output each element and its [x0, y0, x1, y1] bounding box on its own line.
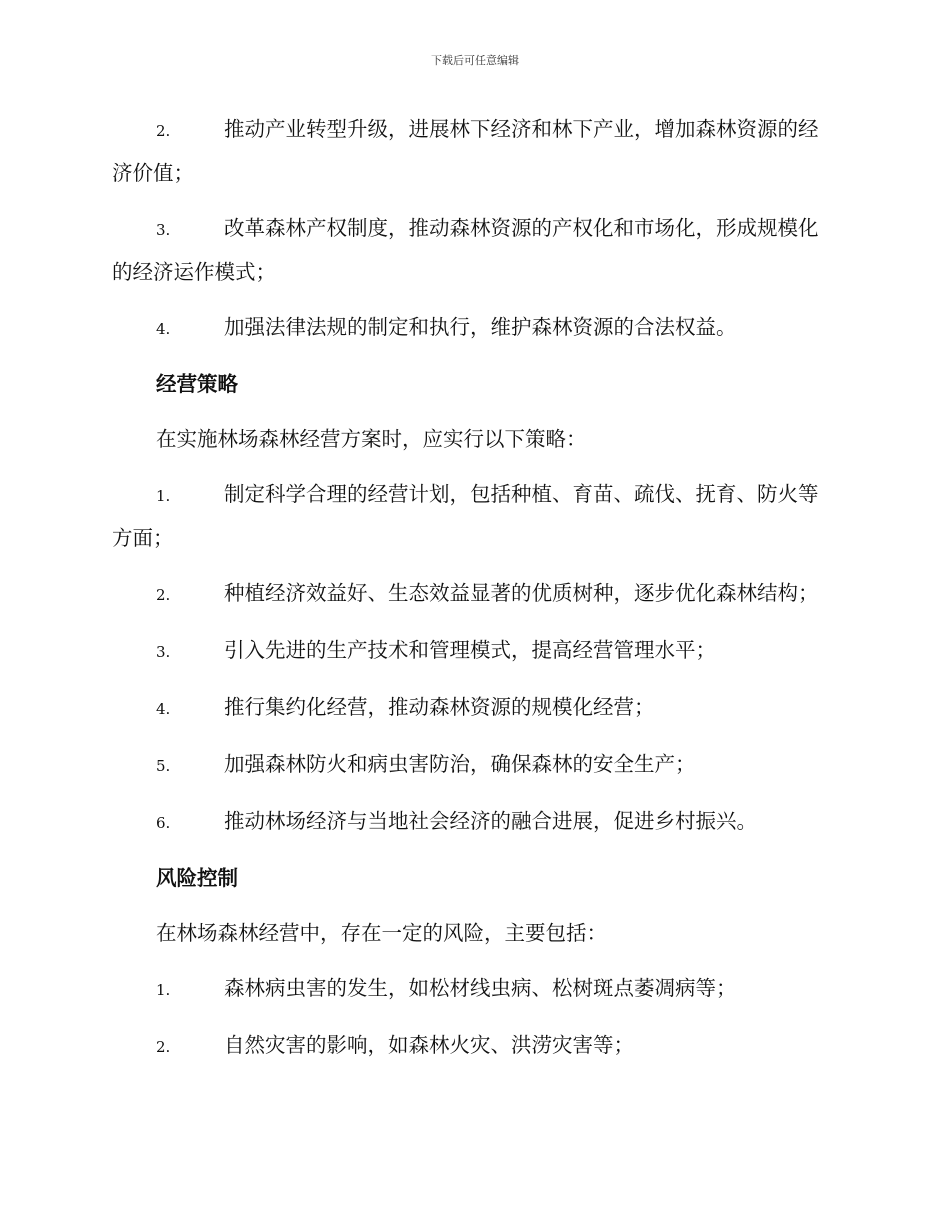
list-item — [112, 629, 834, 673]
list-item — [112, 686, 834, 730]
list-item — [112, 967, 834, 1011]
list-number: 3. — [156, 643, 171, 661]
list-text: 加强森林防火和病虫害防治，确保森林的安全生产； — [224, 752, 696, 776]
list-text: 种植经济效益好、生态效益显著的优质树种，逐步优化森林结构； — [224, 581, 819, 605]
list-text: 加强法律法规的制定和执行，维护森林资源的合法权益。 — [224, 315, 737, 339]
list-number: 2. — [156, 1038, 171, 1056]
list-number: 5. — [156, 757, 171, 775]
list-text: 推行集约化经营，推动森林资源的规模化经营； — [224, 695, 655, 719]
strategy-intro: 在实施林场森林经营方案时，应实行以下策略： — [156, 427, 587, 451]
document-body — [112, 108, 834, 1081]
list-text: 推动产业转型升级，进展林下经济和林下产业，增加森林资源的经济价值； — [112, 117, 819, 185]
list-number: 3. — [156, 221, 171, 239]
risk-intro: 在林场森林经营中，存在一定的风险，主要包括： — [156, 921, 607, 945]
list-text: 引入先进的生产技术和管理模式，提高经营管理水平； — [224, 638, 716, 662]
page-header: 下载后可任意编辑 — [431, 54, 519, 67]
section-heading-strategy: 经营策略 — [156, 372, 238, 396]
list-number: 1. — [156, 487, 171, 505]
list-item — [112, 207, 834, 293]
list-item — [112, 1024, 834, 1068]
list-text: 改革森林产权制度，推动森林资源的产权化和市场化，形成规模化的经济运作模式； — [112, 216, 819, 284]
list-number: 4. — [156, 320, 171, 338]
list-item — [112, 108, 834, 194]
list-item — [112, 473, 834, 559]
list-text: 森林病虫害的发生，如松材线虫病、松树斑点萎凋病等； — [224, 976, 737, 1000]
list-text: 制定科学合理的经营计划，包括种植、育苗、疏伐、抚育、防火等方面； — [112, 482, 819, 550]
list-text: 自然灾害的影响，如森林火灾、洪涝灾害等； — [224, 1033, 634, 1057]
list-item — [112, 743, 834, 787]
list-number: 6. — [156, 814, 171, 832]
list-number: 2. — [156, 122, 171, 140]
section-heading-risk: 风险控制 — [156, 866, 238, 890]
list-item — [112, 306, 834, 350]
list-text: 推动林场经济与当地社会经济的融合进展，促进乡村振兴。 — [224, 809, 757, 833]
list-number: 4. — [156, 700, 171, 718]
list-item — [112, 572, 834, 616]
list-item — [112, 800, 834, 844]
list-number: 2. — [156, 586, 171, 604]
list-number: 1. — [156, 981, 171, 999]
